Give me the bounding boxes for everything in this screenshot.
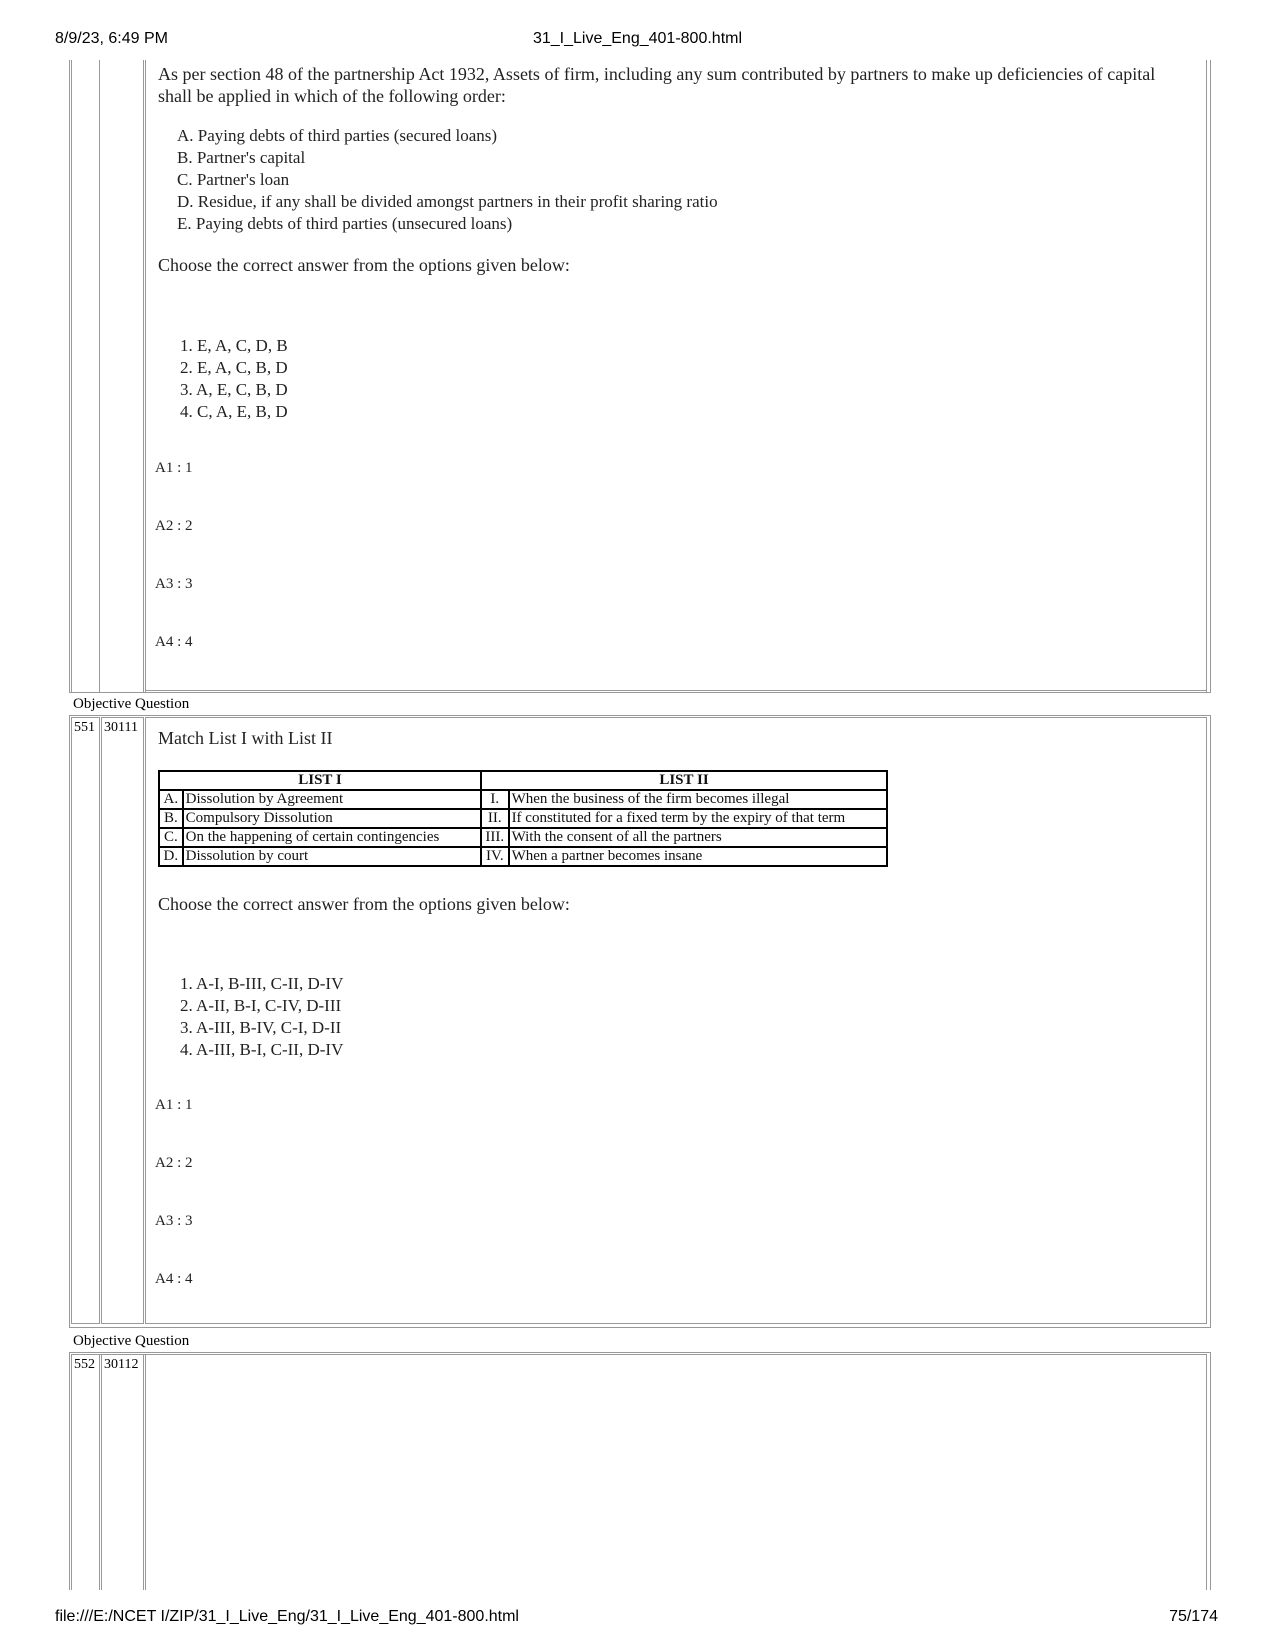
question-stem: Match List I with List II [158,728,333,748]
answer-label: A2 : 2 [155,518,193,534]
answer-label: A4 : 4 [155,1271,193,1287]
list2-key: I. [481,790,509,809]
statement-item: A. Paying debts of third parties (secured loans) [177,126,498,145]
option-item: 3. A, E, C, B, D [180,380,288,399]
frame-line [69,715,1211,716]
list2-value: When a partner becomes insane [509,847,887,866]
list2-key: IV. [481,847,509,866]
option-item: 1. A-I, B-III, C-II, D-IV [180,974,344,993]
option-item: 1. E, A, C, D, B [180,336,288,355]
frame-line [1210,60,1211,692]
statement-list [177,125,718,235]
frame-line [99,60,100,692]
frame-line [1206,60,1207,692]
list1-value: On the happening of certain contingencies [183,828,481,847]
statement-item: D. Residue, if any shall be divided amongst partners in their profit sharing ratio [177,192,718,211]
choose-instruction: Choose the correct answer from the options given below: [158,255,570,275]
frame-line [145,1354,146,1590]
options-list [180,973,343,1061]
question-number: 551 [74,720,95,735]
answer-label: A1 : 1 [155,460,193,476]
list2-key: II. [481,809,509,828]
list1-header: LIST I [159,771,481,790]
file-path: file:///E:/NCET I/ZIP/31_I_Live_Eng/31_I_Live_Eng_401-800.html [55,1608,519,1625]
page-number: 75/174 [1169,1608,1218,1625]
frame-line [1206,1354,1207,1590]
question-id: 30112 [104,1357,139,1372]
frame-line [69,1352,70,1590]
table-row [159,809,887,828]
list2-key: III. [481,828,509,847]
answer-label: A3 : 3 [155,1213,193,1229]
qid-cell [101,717,144,1324]
list2-value: When the business of the firm becomes illegal [509,790,887,809]
frame-line [71,1354,1207,1355]
option-item: 2. E, A, C, B, D [180,358,288,377]
option-item: 3. A-III, B-IV, C-I, D-II [180,1018,342,1037]
statement-item: C. Partner's loan [177,170,290,189]
option-item: 2. A-II, B-I, C-IV, D-III [180,996,342,1015]
option-item: 4. A-III, B-I, C-II, D-IV [180,1040,344,1059]
frame-line [69,1327,1211,1328]
question-stem: As per section 48 of the partnership Act 1932, Assets of firm, including any sum contributed by partners to make up deficiencies of capital shall be applied in which of the following order: [158,64,1156,106]
question-type-label: Objective Question [73,1333,190,1349]
frame-line [1210,715,1211,1327]
question-number: 552 [74,1357,95,1372]
list1-value: Compulsory Dissolution [183,809,481,828]
table-row [159,847,887,866]
list1-value: Dissolution by court [183,847,481,866]
answer-label: A3 : 3 [155,576,193,592]
print-title: 31_I_Live_Eng_401-800.html [532,30,743,47]
options-list [180,335,288,423]
frame-line [69,692,1211,693]
list2-value: If constituted for a fixed term by the expiry of that term [509,809,887,828]
frame-line [145,60,146,692]
frame-line [143,60,144,692]
frame-line [69,715,70,1327]
choose-instruction: Choose the correct answer from the options given below: [158,894,570,914]
option-item: 4. C, A, E, B, D [180,402,288,421]
frame-line [99,1354,100,1590]
print-datetime: 8/9/23, 6:49 PM [55,30,168,47]
question-id: 30111 [104,720,138,735]
table-row [159,828,887,847]
question-type-label: Objective Question [73,696,190,712]
frame-line [71,60,72,692]
list1-key: B. [159,809,183,828]
answer-label: A4 : 4 [155,634,193,650]
qnum-cell [71,717,100,1324]
list1-value: Dissolution by Agreement [183,790,481,809]
frame-line [101,1354,102,1590]
frame-line [1210,1352,1211,1590]
frame-line [145,690,1207,691]
list2-header: LIST II [481,771,887,790]
list2-value: With the consent of all the partners [509,828,887,847]
list1-key: D. [159,847,183,866]
table-row [159,790,887,809]
answer-label: A1 : 1 [155,1097,193,1113]
frame-line [71,1354,72,1590]
list1-key: C. [159,828,183,847]
frame-line [69,1352,1211,1353]
statement-item: E. Paying debts of third parties (unsecured loans) [177,214,513,233]
frame-line [69,60,70,692]
answer-label: A2 : 2 [155,1155,193,1171]
statement-item: B. Partner's capital [177,148,306,167]
match-table [158,770,888,867]
frame-line [143,1354,144,1590]
list1-key: A. [159,790,183,809]
